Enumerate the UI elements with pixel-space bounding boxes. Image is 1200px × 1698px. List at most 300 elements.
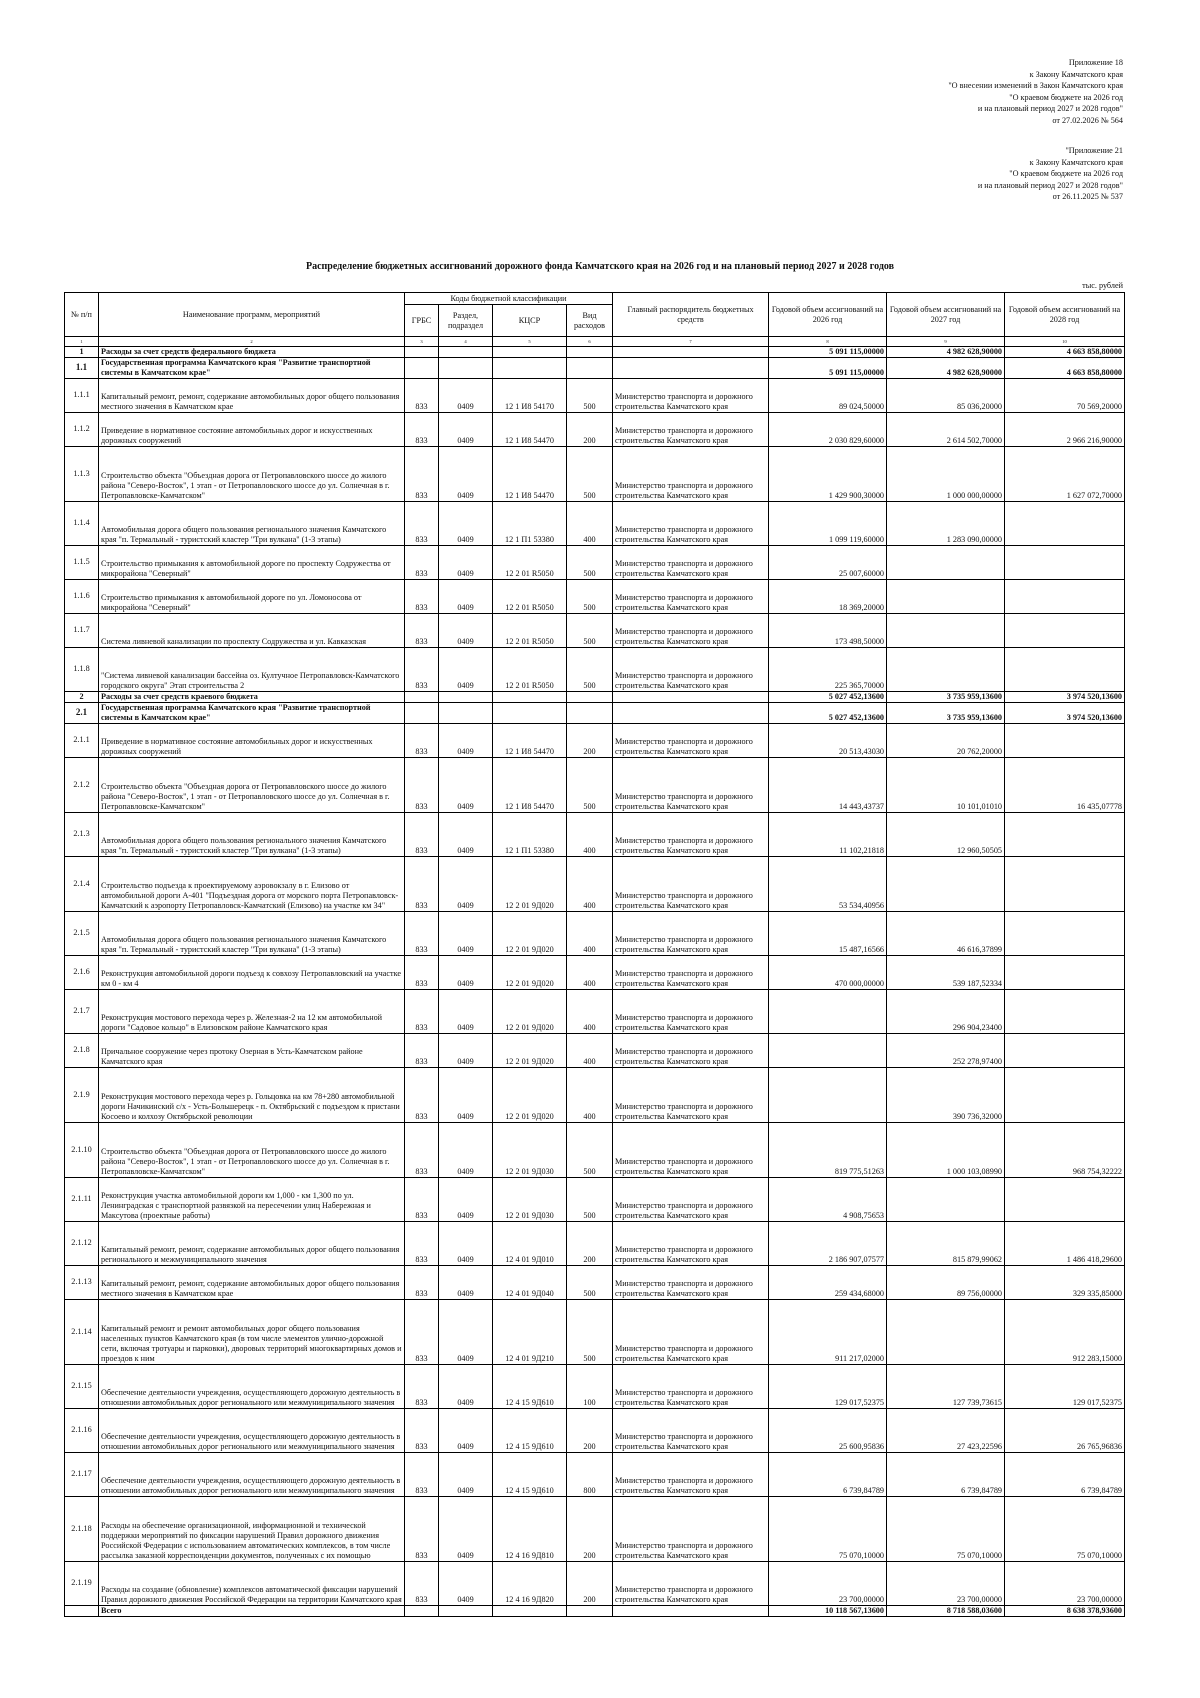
row-manager: Министерство транспорта и дорожного строительства Камчатского края — [613, 378, 769, 412]
row-kcsr — [493, 1605, 567, 1616]
row-manager: Министерство транспорта и дорожного строительства Камчатского края — [613, 1221, 769, 1265]
original-appendix-header-line: "О краевом бюджете на 2026 год — [1009, 169, 1123, 179]
row-section: 0409 — [439, 545, 493, 579]
column-header-2027: Годовой объем ассигнований на 2027 год — [887, 293, 1005, 337]
row-section: 0409 — [439, 856, 493, 911]
row-section: 0409 — [439, 647, 493, 691]
table-row — [65, 501, 1125, 545]
row-amount-2027 — [887, 1177, 1005, 1221]
row-name: Приведение в нормативное состояние автомобильных дорог и искусственных дорожных сооружений — [99, 412, 405, 446]
row-grbs: 833 — [405, 1496, 439, 1561]
row-kcsr: 12 2 01 9Д030 — [493, 1122, 567, 1177]
row-section — [439, 702, 493, 723]
row-name: Расходы за счет средств федерального бюджета — [99, 347, 405, 358]
row-section: 0409 — [439, 757, 493, 812]
table-row — [65, 412, 1125, 446]
row-amount-2027: 23 700,00000 — [887, 1561, 1005, 1605]
row-amount-2027: 252 278,97400 — [887, 1033, 1005, 1067]
row-number — [65, 1605, 99, 1616]
row-amount-2026: 20 513,43030 — [769, 723, 887, 757]
row-amount-2028 — [1005, 1033, 1125, 1067]
row-name: "Система ливневой канализации бассейна оз. Култучное Петропавловск-Камчатского городского округа" Этап строительства 2 — [99, 647, 405, 691]
row-amount-2028 — [1005, 723, 1125, 757]
table-row — [65, 723, 1125, 757]
row-name: Расходы на создание (обновление) комплексов автоматической фиксации нарушений Правил дорожного движения Российской Федерации на территории Камчатского края — [99, 1561, 405, 1605]
row-manager — [613, 691, 769, 702]
row-amount-2026: 89 024,50000 — [769, 378, 887, 412]
row-vr: 500 — [567, 545, 613, 579]
row-amount-2027: 127 739,73615 — [887, 1364, 1005, 1408]
row-amount-2027 — [887, 856, 1005, 911]
row-manager — [613, 347, 769, 358]
row-grbs: 833 — [405, 1122, 439, 1177]
appendix-header-line: и на плановый период 2027 и 2028 годов" — [977, 104, 1123, 114]
row-manager: Министерство транспорта и дорожного строительства Камчатского края — [613, 1067, 769, 1122]
row-amount-2027 — [887, 545, 1005, 579]
row-manager: Министерство транспорта и дорожного строительства Камчатского края — [613, 1177, 769, 1221]
row-amount-2027: 1 000 103,08990 — [887, 1122, 1005, 1177]
column-number: 10 — [1005, 337, 1125, 347]
row-kcsr — [493, 702, 567, 723]
row-name: Реконструкция автомобильной дороги подъезд к совхозу Петропавловский на участке км 0 - км 4 — [99, 955, 405, 989]
row-name: Государственная программа Камчатского края "Развитие транспортной системы в Камчатском крае" — [99, 702, 405, 723]
row-amount-2027 — [887, 613, 1005, 647]
row-section: 0409 — [439, 723, 493, 757]
row-name: Система ливневой канализации по проспекту Содружества и ул. Кавказская — [99, 613, 405, 647]
row-amount-2027: 815 879,99062 — [887, 1221, 1005, 1265]
column-header-vr: Вид расходов — [567, 305, 613, 337]
column-number: 7 — [613, 337, 769, 347]
row-grbs: 833 — [405, 757, 439, 812]
row-manager: Министерство транспорта и дорожного строительства Камчатского края — [613, 911, 769, 955]
row-amount-2028: 6 739,84789 — [1005, 1452, 1125, 1496]
row-vr: 200 — [567, 1561, 613, 1605]
row-amount-2028: 75 070,10000 — [1005, 1496, 1125, 1561]
document-title: Распределение бюджетных ассигнований дорожного фонда Камчатского края на 2026 год и на плановый период 2027 и 2028 годов — [305, 261, 895, 272]
table-row — [65, 911, 1125, 955]
row-vr: 800 — [567, 1452, 613, 1496]
row-number: 2.1.9 — [65, 1067, 99, 1122]
original-appendix-header-line: к Закону Камчатского края — [1029, 157, 1123, 167]
row-amount-2027: 8 718 588,03600 — [887, 1605, 1005, 1616]
row-amount-2026: 819 775,51263 — [769, 1122, 887, 1177]
row-section: 0409 — [439, 1452, 493, 1496]
row-amount-2026: 1 099 119,60000 — [769, 501, 887, 545]
table-row — [65, 1364, 1125, 1408]
row-name: Приведение в нормативное состояние автомобильных дорог и искусственных дорожных сооружений — [99, 723, 405, 757]
row-grbs: 833 — [405, 856, 439, 911]
column-header-name: Наименование программ, мероприятий — [99, 293, 405, 337]
row-section — [439, 357, 493, 378]
row-amount-2028: 912 283,15000 — [1005, 1299, 1125, 1364]
row-amount-2027: 1 283 090,00000 — [887, 501, 1005, 545]
row-number: 2.1.7 — [65, 989, 99, 1033]
row-section: 0409 — [439, 1033, 493, 1067]
column-number: 2 — [99, 337, 405, 347]
row-section — [439, 347, 493, 358]
row-kcsr: 12 1 И8 54470 — [493, 412, 567, 446]
row-grbs — [405, 357, 439, 378]
row-amount-2026: 25 007,60000 — [769, 545, 887, 579]
row-amount-2028: 2 966 216,90000 — [1005, 412, 1125, 446]
row-amount-2026: 259 434,68000 — [769, 1265, 887, 1299]
row-amount-2026: 5 091 115,00000 — [769, 357, 887, 378]
row-kcsr: 12 4 15 9Д610 — [493, 1364, 567, 1408]
row-kcsr: 12 4 15 9Д610 — [493, 1452, 567, 1496]
row-amount-2026: 4 908,75653 — [769, 1177, 887, 1221]
row-grbs: 833 — [405, 545, 439, 579]
row-amount-2026: 2 186 907,07577 — [769, 1221, 887, 1265]
table-row — [65, 955, 1125, 989]
table-row — [65, 989, 1125, 1033]
column-header-codes: Коды бюджетной классификации — [405, 293, 613, 305]
row-manager: Министерство транспорта и дорожного строительства Камчатского края — [613, 1122, 769, 1177]
row-manager: Министерство транспорта и дорожного строительства Камчатского края — [613, 579, 769, 613]
row-amount-2027: 3 735 959,13600 — [887, 702, 1005, 723]
row-amount-2028 — [1005, 647, 1125, 691]
appendix-header-line: "О краевом бюджете на 2026 год — [1009, 92, 1123, 102]
row-number: 1.1.3 — [65, 446, 99, 501]
row-amount-2027: 6 739,84789 — [887, 1452, 1005, 1496]
row-amount-2028 — [1005, 501, 1125, 545]
row-grbs: 833 — [405, 579, 439, 613]
row-amount-2026: 129 017,52375 — [769, 1364, 887, 1408]
row-kcsr: 12 2 01 R5050 — [493, 647, 567, 691]
row-grbs: 833 — [405, 1408, 439, 1452]
row-amount-2026 — [769, 989, 887, 1033]
row-name: Строительство объекта "Объездная дорога от Петропавловского шоссе до жилого района "Северо-Восток", 1 этап - от Петропавловского шоссе до ул. Солнечная в г. Петропавловске-Камчатском" — [99, 446, 405, 501]
row-grbs: 833 — [405, 412, 439, 446]
row-vr: 500 — [567, 446, 613, 501]
row-section: 0409 — [439, 812, 493, 856]
row-kcsr: 12 1 П1 53380 — [493, 501, 567, 545]
row-amount-2027 — [887, 647, 1005, 691]
row-vr: 500 — [567, 1177, 613, 1221]
appendix-header-line: от 27.02.2026 № 564 — [1052, 115, 1123, 125]
row-vr: 500 — [567, 1122, 613, 1177]
row-name: Капитальный ремонт, ремонт, содержание автомобильных дорог общего пользования регионального и межмуниципального значения — [99, 1221, 405, 1265]
row-kcsr: 12 2 01 9Д020 — [493, 911, 567, 955]
column-number: 9 — [887, 337, 1005, 347]
row-amount-2028 — [1005, 579, 1125, 613]
units-label: тыс. рублей — [1082, 281, 1123, 290]
row-number: 2.1 — [65, 702, 99, 723]
row-grbs: 833 — [405, 647, 439, 691]
row-section: 0409 — [439, 1067, 493, 1122]
column-number: 4 — [439, 337, 493, 347]
row-vr: 400 — [567, 911, 613, 955]
row-vr: 400 — [567, 989, 613, 1033]
row-vr: 500 — [567, 378, 613, 412]
row-vr: 500 — [567, 613, 613, 647]
row-name: Государственная программа Камчатского края "Развитие транспортной системы в Камчатском крае" — [99, 357, 405, 378]
row-vr: 400 — [567, 812, 613, 856]
row-amount-2028 — [1005, 613, 1125, 647]
row-amount-2027 — [887, 1299, 1005, 1364]
table-row — [65, 1067, 1125, 1122]
row-number: 2.1.5 — [65, 911, 99, 955]
row-vr: 400 — [567, 1067, 613, 1122]
row-grbs: 833 — [405, 1452, 439, 1496]
row-manager: Министерство транспорта и дорожного строительства Камчатского края — [613, 955, 769, 989]
row-number: 1.1.4 — [65, 501, 99, 545]
row-kcsr — [493, 357, 567, 378]
row-name: Расходы на обеспечение организационной, информационной и технической поддержки мероприятий по фиксации нарушений Правил дорожного движения Российской Федерации с использованием автоматических комплексов, в том числе рассылка заказной корреспонденции документов, полученных с их помощью — [99, 1496, 405, 1561]
row-amount-2028 — [1005, 545, 1125, 579]
row-grbs: 833 — [405, 989, 439, 1033]
row-kcsr: 12 1 П1 53380 — [493, 812, 567, 856]
row-amount-2027: 296 904,23400 — [887, 989, 1005, 1033]
row-amount-2026: 18 369,20000 — [769, 579, 887, 613]
row-name: Капитальный ремонт, ремонт, содержание автомобильных дорог общего пользования местного значения в Камчатском крае — [99, 1265, 405, 1299]
row-number: 1.1.2 — [65, 412, 99, 446]
row-grbs: 833 — [405, 1067, 439, 1122]
column-header-manager: Главный распорядитель бюджетных средств — [613, 293, 769, 337]
column-header-2028: Годовой объем ассигнований на 2028 год — [1005, 293, 1125, 337]
row-kcsr: 12 2 01 R5050 — [493, 579, 567, 613]
row-amount-2026: 75 070,10000 — [769, 1496, 887, 1561]
row-amount-2028: 26 765,96836 — [1005, 1408, 1125, 1452]
row-grbs — [405, 347, 439, 358]
row-grbs: 833 — [405, 613, 439, 647]
row-manager: Министерство транспорта и дорожного строительства Камчатского края — [613, 856, 769, 911]
row-name: Автомобильная дорога общего пользования регионального значения Камчатского края "п. Термальный - туристский кластер "Три вулкана" (1-3 этапы) — [99, 911, 405, 955]
row-kcsr: 12 2 01 9Д020 — [493, 955, 567, 989]
row-vr: 500 — [567, 579, 613, 613]
row-name: Всего — [99, 1605, 405, 1616]
row-manager: Министерство транспорта и дорожного строительства Камчатского края — [613, 1299, 769, 1364]
row-amount-2026: 5 091 115,00000 — [769, 347, 887, 358]
row-amount-2028 — [1005, 1067, 1125, 1122]
row-number: 2.1.6 — [65, 955, 99, 989]
row-amount-2027: 27 423,22596 — [887, 1408, 1005, 1452]
row-number: 2.1.15 — [65, 1364, 99, 1408]
row-grbs: 833 — [405, 501, 439, 545]
row-vr — [567, 357, 613, 378]
row-number: 2.1.1 — [65, 723, 99, 757]
appendix-header-line: к Закону Камчатского края — [1029, 69, 1123, 79]
row-vr — [567, 702, 613, 723]
row-amount-2027: 12 960,50505 — [887, 812, 1005, 856]
row-number: 2.1.12 — [65, 1221, 99, 1265]
row-amount-2028 — [1005, 812, 1125, 856]
original-appendix-header — [978, 145, 1123, 203]
row-amount-2026: 1 429 900,30000 — [769, 446, 887, 501]
row-amount-2027 — [887, 579, 1005, 613]
row-grbs: 833 — [405, 723, 439, 757]
row-name: Реконструкция участка автомобильной дороги км 1,000 - км 1,300 по ул. Ленинградская с транспортной развязкой на пересечении улиц Набережная и Максутова (проектные работы) — [99, 1177, 405, 1221]
row-amount-2026: 173 498,50000 — [769, 613, 887, 647]
row-vr — [567, 347, 613, 358]
row-amount-2027: 390 736,32000 — [887, 1067, 1005, 1122]
row-amount-2026: 14 443,43737 — [769, 757, 887, 812]
row-vr: 400 — [567, 856, 613, 911]
table-row — [65, 613, 1125, 647]
row-grbs: 833 — [405, 1364, 439, 1408]
row-amount-2027: 10 101,01010 — [887, 757, 1005, 812]
row-name: Автомобильная дорога общего пользования регионального значения Камчатского края "п. Термальный - туристский кластер "Три вулкана" (1-3 этапы) — [99, 501, 405, 545]
row-amount-2026: 5 027 452,13600 — [769, 691, 887, 702]
row-kcsr: 12 2 01 9Д020 — [493, 1067, 567, 1122]
row-amount-2028 — [1005, 856, 1125, 911]
row-amount-2026: 25 600,95836 — [769, 1408, 887, 1452]
table-row — [65, 545, 1125, 579]
column-header-section: Раздел, подраздел — [439, 305, 493, 337]
row-number: 2.1.8 — [65, 1033, 99, 1067]
column-number: 5 — [493, 337, 567, 347]
row-number: 1.1.8 — [65, 647, 99, 691]
row-manager: Министерство транспорта и дорожного строительства Камчатского края — [613, 446, 769, 501]
row-amount-2028: 4 663 858,80000 — [1005, 347, 1125, 358]
row-name: Строительство объекта "Объездная дорога от Петропавловского шоссе до жилого района "Северо-Восток", 1 этап - от Петропавловского шоссе до ул. Солнечная в г. Петропавловске-Камчатском" — [99, 757, 405, 812]
row-amount-2028 — [1005, 955, 1125, 989]
budget-table — [64, 292, 1125, 1617]
row-number: 1.1 — [65, 357, 99, 378]
row-amount-2027: 4 982 628,90000 — [887, 357, 1005, 378]
row-section: 0409 — [439, 1408, 493, 1452]
row-amount-2026: 53 534,40956 — [769, 856, 887, 911]
row-section: 0409 — [439, 446, 493, 501]
row-amount-2027: 2 614 502,70000 — [887, 412, 1005, 446]
row-manager: Министерство транспорта и дорожного строительства Камчатского края — [613, 1561, 769, 1605]
table-row — [65, 757, 1125, 812]
row-section: 0409 — [439, 412, 493, 446]
row-grbs: 833 — [405, 911, 439, 955]
column-numbers-row — [65, 337, 1125, 347]
column-number: 1 — [65, 337, 99, 347]
column-header-2026: Годовой объем ассигнований на 2026 год — [769, 293, 887, 337]
row-name: Причальное сооружение через протоку Озерная в Усть-Камчатском районе Камчатского края — [99, 1033, 405, 1067]
row-amount-2026 — [769, 1067, 887, 1122]
row-kcsr: 12 4 16 9Д810 — [493, 1496, 567, 1561]
row-number: 1.1.5 — [65, 545, 99, 579]
row-amount-2028: 23 700,00000 — [1005, 1561, 1125, 1605]
row-amount-2028: 3 974 520,13600 — [1005, 702, 1125, 723]
row-section: 0409 — [439, 378, 493, 412]
row-amount-2026: 911 217,02000 — [769, 1299, 887, 1364]
row-section: 0409 — [439, 1299, 493, 1364]
row-manager: Министерство транспорта и дорожного строительства Камчатского края — [613, 501, 769, 545]
row-section: 0409 — [439, 501, 493, 545]
table-row — [65, 812, 1125, 856]
table-row — [65, 1408, 1125, 1452]
row-number: 2.1.19 — [65, 1561, 99, 1605]
row-name: Строительство подъезда к проектируемому аэровокзалу в г. Елизово от автомобильной дороги А-401 "Подъездная дорога от морского порта Петропавловск-Камчатский к аэропорту Петропавловск-Камчатский (Елизово) на участке км 34" — [99, 856, 405, 911]
row-section: 0409 — [439, 1496, 493, 1561]
row-grbs: 833 — [405, 1033, 439, 1067]
row-grbs — [405, 1605, 439, 1616]
row-section: 0409 — [439, 989, 493, 1033]
row-manager: Министерство транспорта и дорожного строительства Камчатского края — [613, 723, 769, 757]
row-number: 2.1.3 — [65, 812, 99, 856]
row-name: Автомобильная дорога общего пользования регионального значения Камчатского края "п. Термальный - туристский кластер "Три вулкана" (1-3 этапы) — [99, 812, 405, 856]
total-row — [65, 691, 1125, 702]
row-amount-2026: 15 487,16566 — [769, 911, 887, 955]
row-manager — [613, 702, 769, 723]
row-amount-2026: 11 102,21818 — [769, 812, 887, 856]
row-vr: 200 — [567, 1496, 613, 1561]
table-row — [65, 378, 1125, 412]
row-number: 1.1.7 — [65, 613, 99, 647]
row-amount-2026: 2 030 829,60000 — [769, 412, 887, 446]
row-vr: 400 — [567, 1033, 613, 1067]
row-amount-2028: 129 017,52375 — [1005, 1364, 1125, 1408]
row-number: 2.1.10 — [65, 1122, 99, 1177]
row-amount-2027: 1 000 000,00000 — [887, 446, 1005, 501]
original-appendix-header-line: "Приложение 21 — [1065, 146, 1123, 155]
row-vr: 200 — [567, 1221, 613, 1265]
row-amount-2027: 89 756,00000 — [887, 1265, 1005, 1299]
row-name: Расходы за счет средств краевого бюджета — [99, 691, 405, 702]
table-row — [65, 579, 1125, 613]
row-kcsr: 12 4 15 9Д610 — [493, 1408, 567, 1452]
row-kcsr: 12 1 И8 54170 — [493, 378, 567, 412]
row-vr — [567, 1605, 613, 1616]
row-section: 0409 — [439, 1221, 493, 1265]
row-amount-2027: 85 036,20000 — [887, 378, 1005, 412]
row-grbs: 833 — [405, 1299, 439, 1364]
row-kcsr: 12 1 И8 54470 — [493, 446, 567, 501]
column-number: 6 — [567, 337, 613, 347]
row-grbs: 833 — [405, 1561, 439, 1605]
original-appendix-header-line: и на плановый период 2027 и 2028 годов" — [977, 180, 1123, 190]
row-name: Реконструкция мостового перехода через р. Железная-2 на 12 км автомобильной дороги "Садовое кольцо" в Елизовском районе Камчатского края — [99, 989, 405, 1033]
row-manager: Министерство транспорта и дорожного строительства Камчатского края — [613, 1364, 769, 1408]
row-grbs: 833 — [405, 446, 439, 501]
row-manager: Министерство транспорта и дорожного строительства Камчатского края — [613, 1408, 769, 1452]
row-amount-2026: 470 000,00000 — [769, 955, 887, 989]
total-row — [65, 347, 1125, 358]
row-vr: 200 — [567, 723, 613, 757]
row-grbs — [405, 691, 439, 702]
table-row — [65, 446, 1125, 501]
row-kcsr — [493, 691, 567, 702]
row-amount-2028: 70 569,20000 — [1005, 378, 1125, 412]
row-kcsr: 12 4 01 9Д040 — [493, 1265, 567, 1299]
row-kcsr: 12 2 01 9Д030 — [493, 1177, 567, 1221]
appendix-header-line: "О внесении изменений в Закон Камчатского края — [948, 81, 1123, 91]
row-section: 0409 — [439, 1561, 493, 1605]
row-kcsr: 12 4 01 9Д010 — [493, 1221, 567, 1265]
row-number: 2.1.4 — [65, 856, 99, 911]
row-number: 2.1.16 — [65, 1408, 99, 1452]
row-name: Строительство примыкания к автомобильной дороге по ул. Ломоносова от микрорайона "Северный" — [99, 579, 405, 613]
row-number: 1 — [65, 347, 99, 358]
row-section: 0409 — [439, 1364, 493, 1408]
row-amount-2026: 6 739,84789 — [769, 1452, 887, 1496]
row-grbs: 833 — [405, 1265, 439, 1299]
row-vr: 200 — [567, 412, 613, 446]
column-number: 8 — [769, 337, 887, 347]
table-row — [65, 1496, 1125, 1561]
row-name: Строительство примыкания к автомобильной дороге по проспекту Содружества от микрорайона "Северный" — [99, 545, 405, 579]
row-amount-2028 — [1005, 911, 1125, 955]
program-row — [65, 702, 1125, 723]
row-vr: 200 — [567, 1408, 613, 1452]
row-name: Обеспечение деятельности учреждения, осуществляющего дорожную деятельность в отношении автомобильных дорог регионального или межмуниципального значения — [99, 1452, 405, 1496]
row-section — [439, 1605, 493, 1616]
table-row — [65, 1122, 1125, 1177]
original-appendix-header-line: от 26.11.2025 № 537 — [1052, 192, 1123, 202]
row-amount-2028: 1 486 418,29600 — [1005, 1221, 1125, 1265]
row-name: Обеспечение деятельности учреждения, осуществляющего дорожную деятельность в отношении автомобильных дорог регионального или межмуниципального значения — [99, 1364, 405, 1408]
row-name: Реконструкция мостового перехода через р. Гольцовка на км 78+280 автомобильной дороги Начикинский с/х - Усть-Большерецк - п. Октябрьский с подъездом к пристани Косоево и колхозу Октябрьской революции — [99, 1067, 405, 1122]
row-amount-2027: 20 762,20000 — [887, 723, 1005, 757]
row-vr: 400 — [567, 955, 613, 989]
table-row — [65, 1177, 1125, 1221]
row-number: 2 — [65, 691, 99, 702]
row-manager — [613, 1605, 769, 1616]
